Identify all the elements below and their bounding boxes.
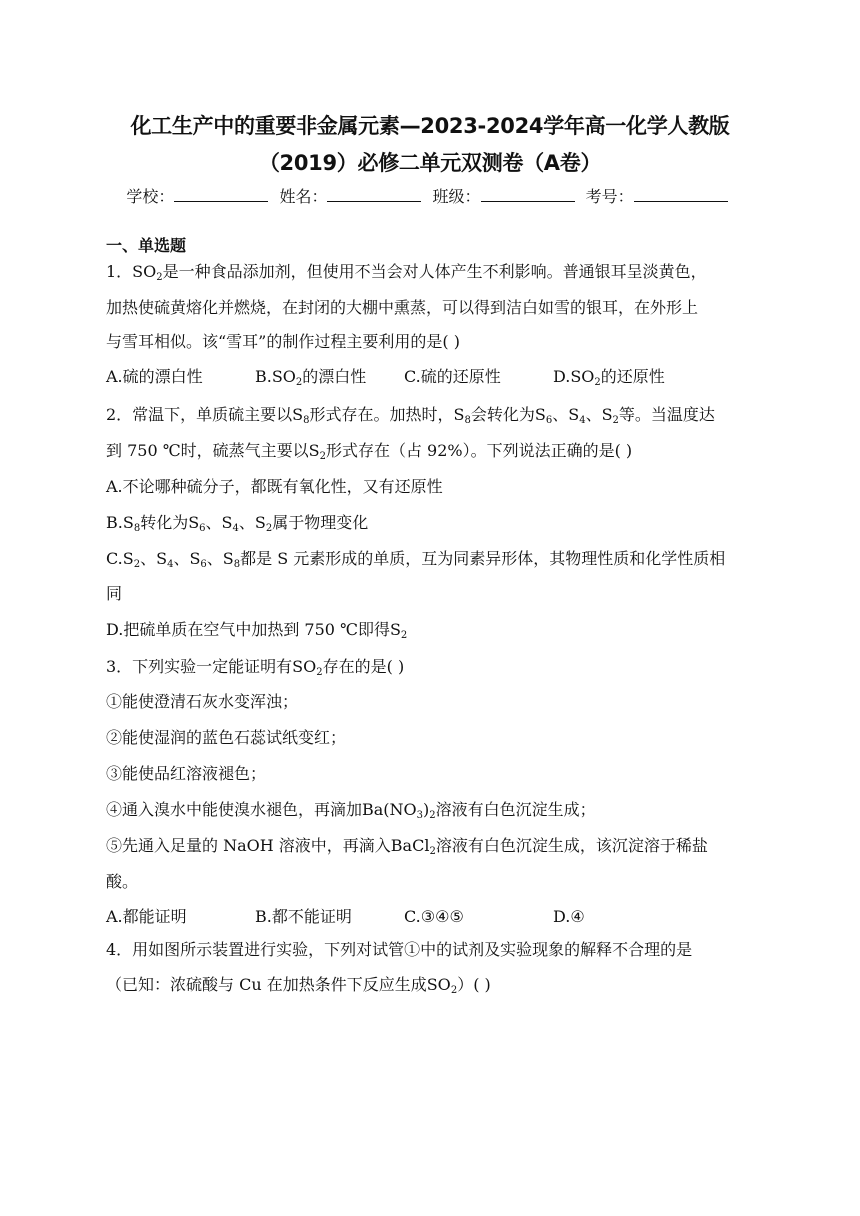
q3-item4: ④通入溴水中能使溴水褪色，再滴加$Ba(NO_3)_2$溶液有白色沉淀生成；	[106, 800, 596, 821]
q2-option-c-line2: 同	[106, 584, 123, 603]
q3-item5-line1: ⑤先通入足量的 NaOH 溶液中，再滴入BaCl$_2$溶液有白色沉淀生成，该沉淀溶于稀盐	[106, 836, 708, 857]
exam-title-line2: （2019）必修二单元双测卷（A卷）	[258, 151, 602, 175]
exam-title-line1: 化工生产中的重要非金属元素—2023-2024学年高一化学人教版	[130, 114, 730, 138]
id-blank[interactable]	[634, 186, 728, 202]
q1-line1: 1．$SO_2$是一种食品添加剂，但使用不当会对人体产生不利影响。普通银耳呈淡黄色，	[106, 262, 707, 283]
class-blank[interactable]	[481, 186, 575, 202]
name-label: 姓名：	[279, 187, 328, 206]
q1-option-c: C.硫的还原性	[404, 367, 501, 386]
q3-item3: ③能使品红溶液褪色；	[106, 764, 267, 783]
q3-option-a: A.都能证明	[106, 907, 187, 926]
q2-option-a: A.不论哪种硫分子，都既有氧化性，又有还原性	[106, 477, 443, 496]
school-label: 学校：	[126, 187, 175, 206]
name-blank[interactable]	[327, 186, 421, 202]
q2-option-d: D.把硫单质在空气中加热到 750 ℃即得$S_2$	[106, 620, 408, 641]
class-label: 班级：	[432, 187, 481, 206]
q4-line2: （已知：浓硫酸与 Cu 在加热条件下反应生成$SO_2$）( )	[106, 975, 491, 996]
section-title: 一、单选题	[106, 236, 187, 255]
q3-item1: ①能使澄清石灰水变浑浊；	[106, 692, 299, 711]
school-blank[interactable]	[174, 186, 268, 202]
q2-option-b: $B.S_8$转化为$S_6$、$S_4$、$S_2$属于物理变化	[106, 513, 369, 534]
id-label: 考号：	[585, 187, 634, 206]
q2-option-c-line1: $C.S_2$、$S_4$、$S_6$、$S_8$都是 S 元素形成的单质，互为同素异形体，其物理性质和化学性质相	[106, 549, 726, 570]
q3-option-c: C.③④⑤	[404, 907, 464, 926]
q1-option-d: $D.SO_2$的还原性	[553, 367, 665, 388]
q3-option-d: D.④	[553, 907, 585, 926]
q1-option-b: $B.SO_2$的漂白性	[255, 367, 367, 388]
q3-item2: ②能使湿润的蓝色石蕊试纸变红；	[106, 728, 347, 747]
q2-line1: 2．常温下，单质硫主要以$S_8$形式存在。加热时，$S_8$会转化为$S_6$、$S_4$、$S_2$等。当温度达	[106, 405, 715, 426]
q3-option-b: B.都不能证明	[255, 907, 352, 926]
q3-stem: 3．下列实验一定能证明有$SO_2$存在的是( )	[106, 657, 405, 678]
q4-line1: 4．用如图所示装置进行实验，下列对试管①中的试剂及实验现象的解释不合理的是	[106, 940, 693, 959]
student-info-row	[0, 184, 860, 207]
q2-line2: 到 750 ℃时，硫蒸气主要以$S_2$形式存在（占 92%）。下列说法正确的是( )	[106, 441, 633, 462]
q3-item5-line2: 酸。	[106, 872, 139, 891]
q1-line2: 加热使硫黄熔化并燃烧，在封闭的大棚中熏蒸，可以得到洁白如雪的银耳，在外形上	[106, 298, 699, 317]
q1-option-a: A.硫的漂白性	[106, 367, 203, 386]
q1-line3: 与雪耳相似。该“雪耳”的制作过程主要利用的是( )	[106, 332, 460, 351]
